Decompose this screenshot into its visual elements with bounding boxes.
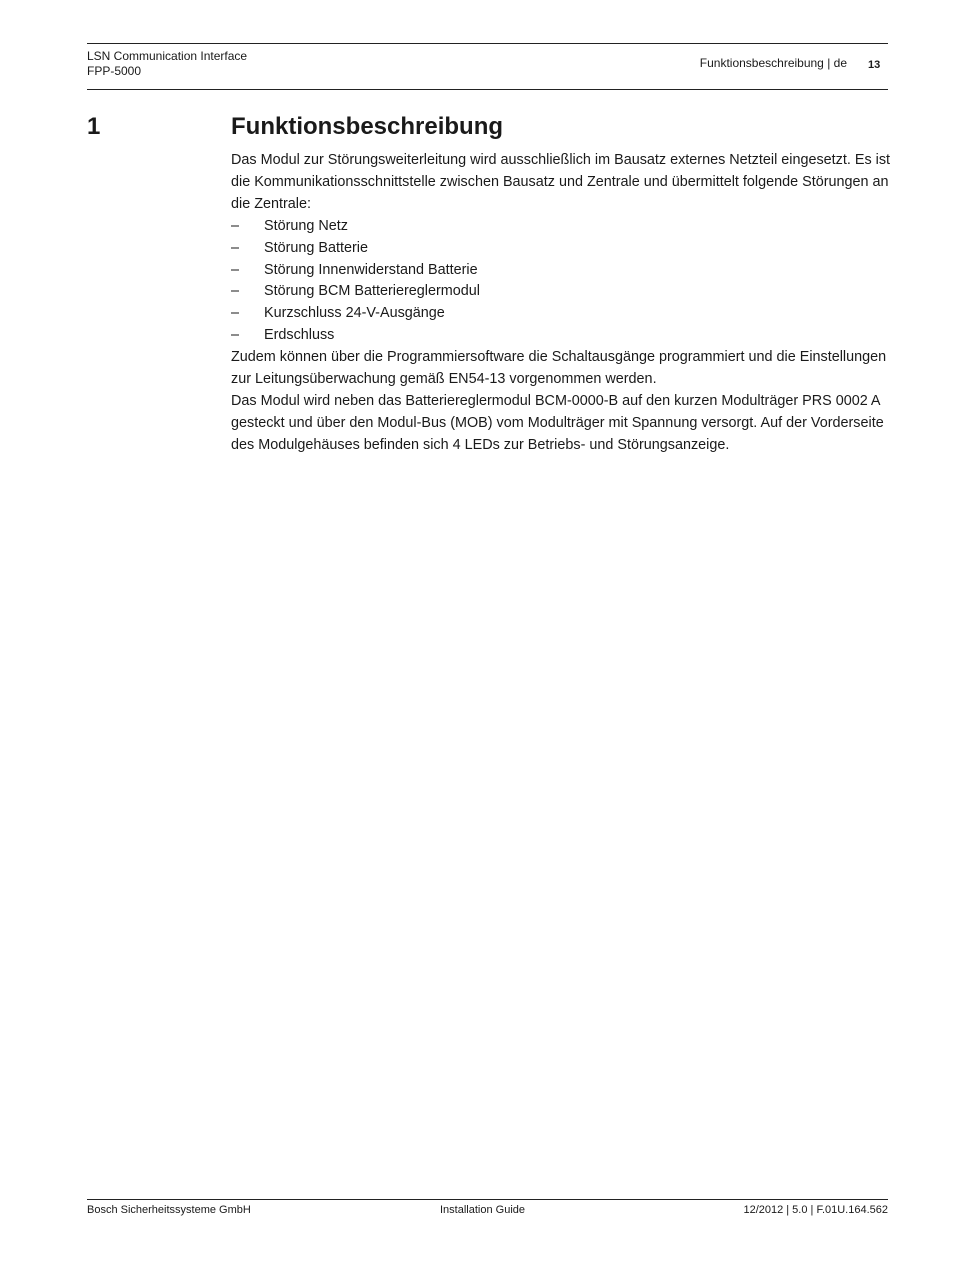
list-item — [231, 216, 891, 238]
header-product — [87, 49, 247, 79]
footer-company: Bosch Sicherheitssysteme GmbH — [87, 1204, 251, 1216]
list-dash: – — [231, 239, 240, 256]
header-product-line: LSN Communication Interface — [87, 49, 248, 63]
list-item-text: Störung BCM Batteriereglermodul — [264, 283, 480, 300]
settings-paragraph: Zudem können über die Programmiersoftware die Schaltausgänge programmiert und die Einstellungen zur Leitungsüberwachung gemäß EN54-13 vorgenommen werden. — [231, 349, 887, 388]
chapter-title: Funktionsbeschreibung — [231, 113, 504, 140]
header-section: Funktionsbeschreibung | de — [699, 56, 847, 70]
list-dash: – — [231, 283, 240, 300]
chapter-number: 1 — [87, 113, 101, 140]
list-item-text: Störung Netz — [264, 217, 348, 234]
list-item — [231, 281, 891, 303]
page-number: 13 — [868, 59, 881, 71]
header-bottom-rule — [87, 89, 888, 90]
list-item — [231, 260, 891, 282]
chapter-body — [231, 150, 891, 457]
list-item — [231, 238, 891, 260]
footer-doc-info: 12/2012 | 5.0 | F.01U.164.562 — [743, 1204, 888, 1216]
list-item — [231, 325, 891, 347]
intro-paragraph: Das Modul zur Störungsweiterleitung wird ausschließlich im Bausatz externes Netzteil eingesetzt. Es ist die Kommunikationsschnittstelle zwischen Bausatz und Zentrale und übermittelt folgende Störungen an die Zentrale: — [231, 152, 891, 212]
mounting-paragraph: Das Modul wird neben das Batteriereglermodul BCM-0000-B auf den kurzen Modulträger PRS 0002 A gesteckt und über den Modul-Bus (MOB) vom Modulträger mit Spannung versorgt. Auf der Vorderseite des Modulgehäuses befinden sich 4 LEDs zur Betriebs- und Störungsanzeige. — [231, 392, 884, 453]
footer-rule — [87, 1199, 888, 1200]
list-item-text: Störung Batterie — [264, 239, 368, 256]
list-item-text: Erdschluss — [264, 327, 335, 344]
list-dash: – — [231, 327, 240, 344]
fault-list — [231, 216, 891, 347]
list-dash: – — [231, 261, 240, 278]
list-item — [231, 303, 891, 325]
footer-doc-type: Installation Guide — [440, 1204, 525, 1216]
list-dash: – — [231, 305, 240, 322]
list-item-text: Kurzschluss 24-V-Ausgänge — [264, 305, 445, 322]
list-item-text: Störung Innenwiderstand Batterie — [264, 261, 478, 278]
header-top-rule — [87, 43, 888, 44]
header-product-code: FPP-5000 — [87, 64, 142, 78]
list-dash: – — [231, 217, 240, 234]
